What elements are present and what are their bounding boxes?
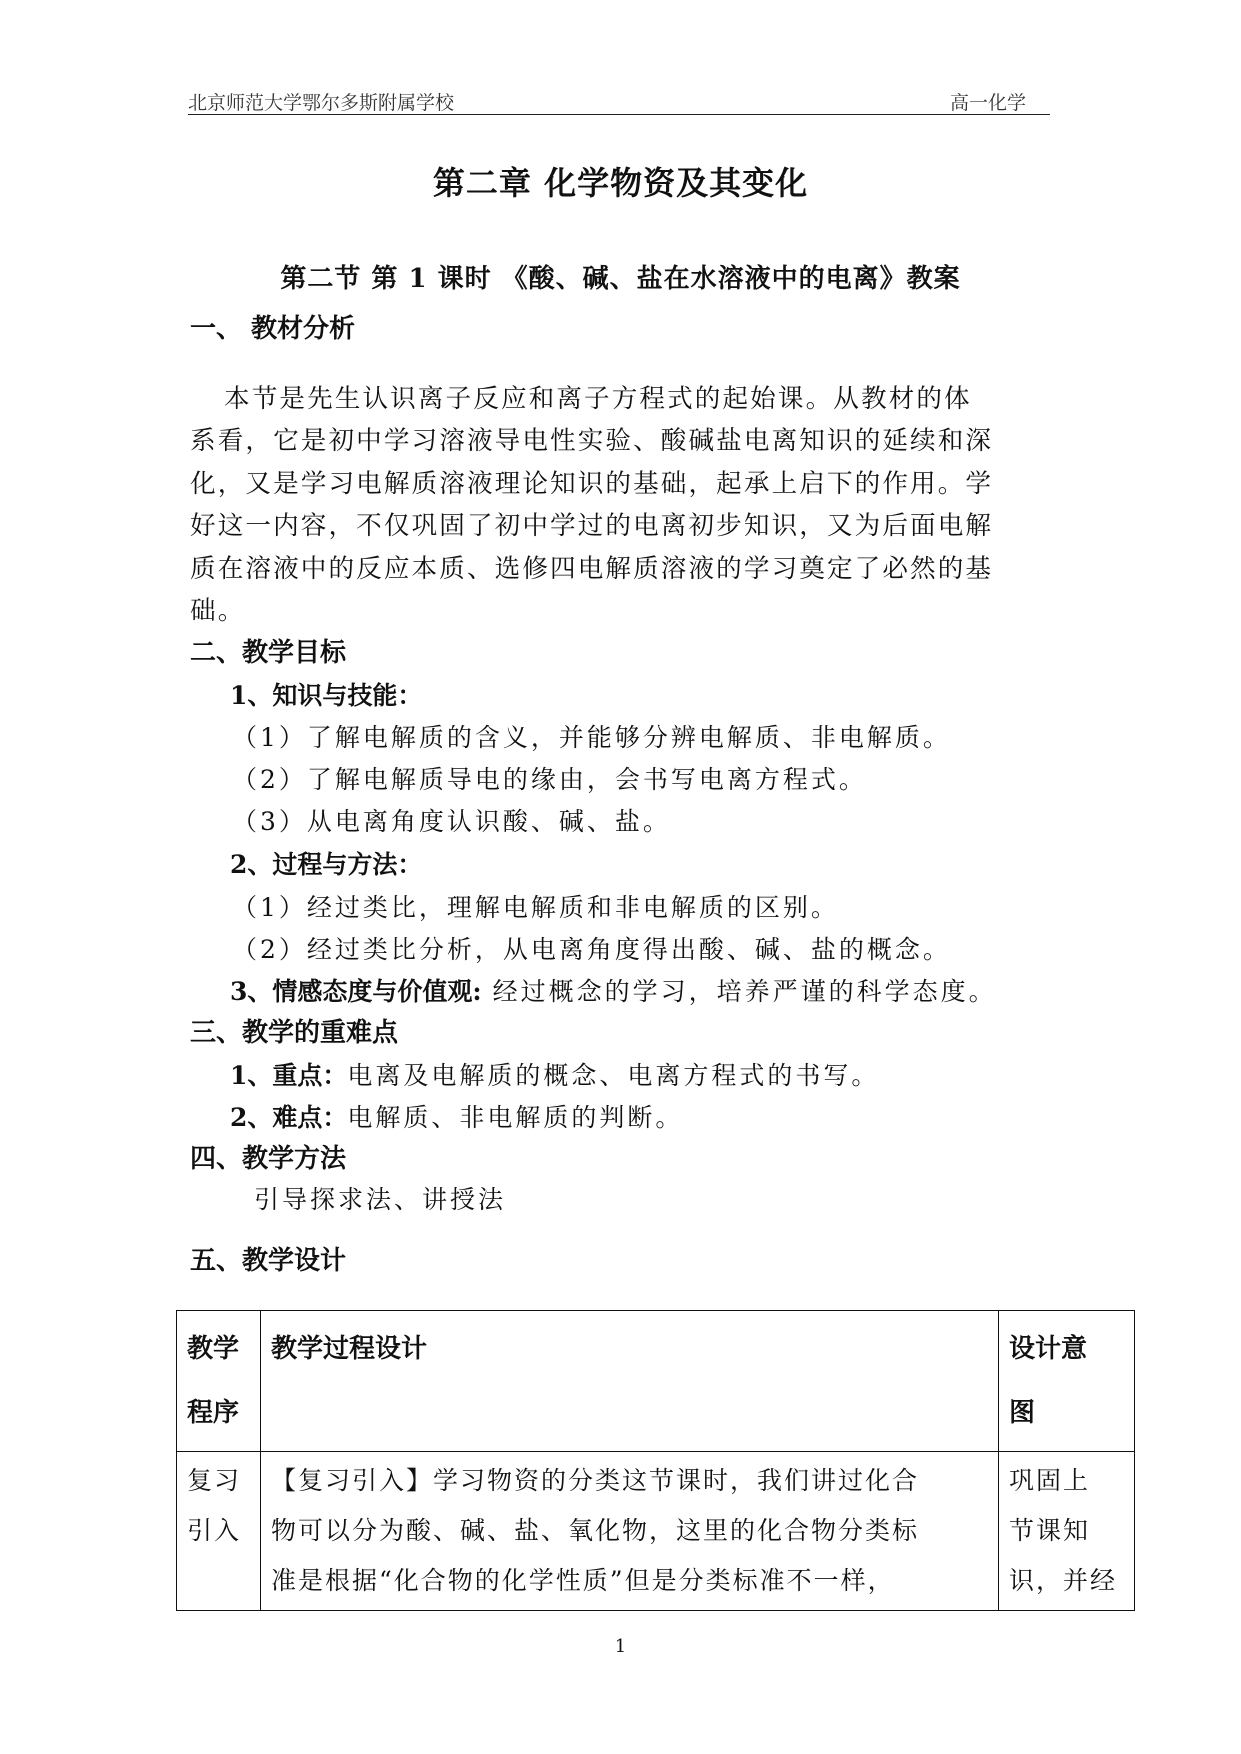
key-point-label: 1、重点： (230, 1061, 348, 1090)
lesson-title: 第二节 第 1 课时 《酸、碱、盐在水溶液中的电离》教案 (280, 264, 961, 294)
attitude-label: 3、情感态度与价值观: (230, 977, 482, 1006)
header-procedure: 教学 程序 (177, 1311, 261, 1452)
process-cell: 【复习引入】学习物资的分类这节课时，我们讲过化合 物可以分为酸、碱、盐、氧化物，这里的化合物分类标 准是根据“化合物的化学性质”但是分类标准不一样， (261, 1452, 999, 1611)
method-item: （2）经过类比分析，从电离角度得出酸、碱、盐的概念。 (232, 935, 951, 964)
difficulty-label: 2、难点： (230, 1103, 348, 1132)
paragraph-line: 系看，它是初中学习溶液导电性实验、酸碱盐电离知识的延续和深 (190, 426, 994, 457)
page-header (188, 88, 1050, 115)
intent-cell: 巩固上 节课知 识，并经 (999, 1452, 1135, 1611)
difficulty-line (230, 1098, 683, 1134)
section-1-paragraph (190, 378, 1050, 632)
subject-name: 高一化学 (949, 92, 1026, 114)
school-name: 北京师范大学鄂尔多斯附属学校 (188, 92, 455, 114)
key-point-line (230, 1056, 879, 1092)
table-header-row (177, 1311, 1135, 1452)
key-point-text: 电离及电解质的概念、电离方程式的书写。 (347, 1061, 880, 1090)
section-4-heading: 四、教学方法 (190, 1144, 347, 1174)
paragraph-line: 化，又是学习电解质溶液理论知识的基础，起承上启下的作用。学 (190, 468, 994, 499)
header-process: 教学过程设计 (261, 1311, 999, 1452)
page-number: 1 (614, 1636, 627, 1657)
attitude-text: 经过概念的学习，培养严谨的科学态度。 (481, 977, 997, 1006)
chapter-title: 第二章 化学物资及其变化 (432, 164, 809, 202)
section-3-heading: 三、教学的重难点 (190, 1018, 399, 1048)
section-2-heading: 二、教学目标 (190, 638, 347, 668)
knowledge-heading: 1、知识与技能： (230, 681, 423, 710)
procedure-cell: 复习 引入 (177, 1452, 261, 1611)
paragraph-line: 本节是先生认识离子反应和离子方程式的起始课。从教材的体 (224, 384, 972, 414)
method-item: （1）经过类比，理解电解质和非电解质的区别。 (232, 893, 839, 922)
paragraph-line: 质在溶液中的反应本质、选修四电解质溶液的学习奠定了必然的基 (190, 553, 994, 584)
knowledge-item: （3）从电离角度认识酸、碱、盐。 (232, 807, 671, 836)
section-5-heading: 五、教学设计 (190, 1246, 347, 1276)
difficulty-text: 电解质、非电解质的判断。 (347, 1103, 684, 1132)
attitude-line (230, 972, 997, 1008)
header-intent: 设计意 图 (999, 1311, 1135, 1452)
knowledge-item: （1）了解电解质的含义，并能够分辨电解质、非电解质。 (232, 723, 951, 752)
paragraph-line: 好这一内容，不仅巩固了初中学过的电离初步知识，又为后面电解 (190, 511, 994, 542)
table-row (177, 1452, 1135, 1611)
teaching-method-text: 引导探求法、讲授法 (254, 1185, 507, 1214)
knowledge-item: （2）了解电解质导电的缘由，会书写电离方程式。 (232, 765, 867, 794)
method-heading: 2、过程与方法： (230, 850, 423, 879)
section-1-heading: 一、 教材分析 (190, 314, 356, 344)
paragraph-line: 础。 (190, 596, 246, 627)
lesson-design-table (176, 1310, 1135, 1611)
